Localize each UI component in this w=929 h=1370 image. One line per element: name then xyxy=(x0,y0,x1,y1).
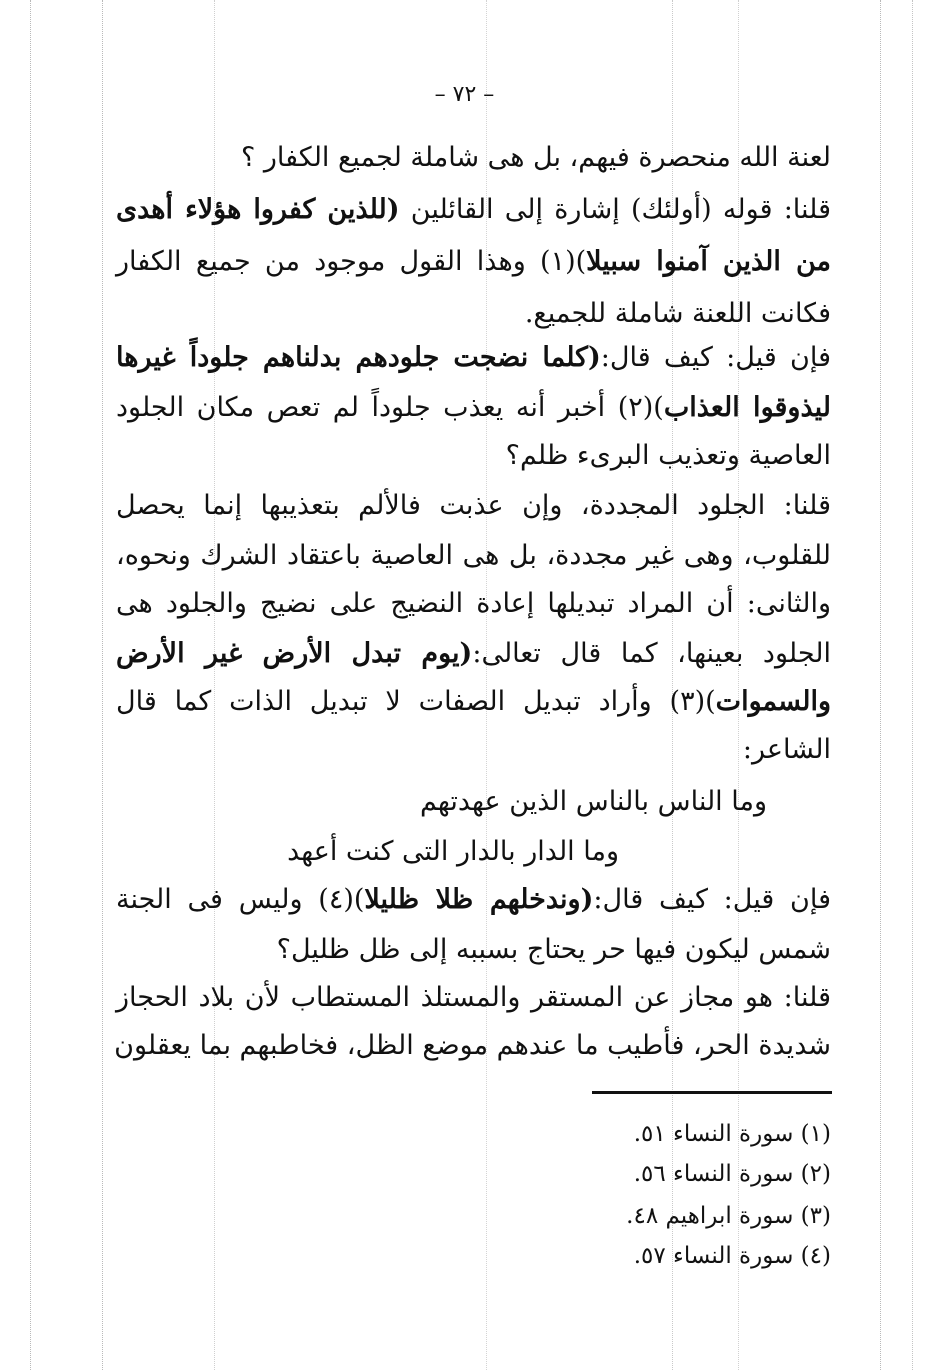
quran-quote: (كلما نضجت جلودهم بدلناهم جلوداً غيرها xyxy=(116,342,601,373)
text-part: قلنا: هو مجاز عن المستقر والمستلذ المستطاب لأن بلاد الحجاز xyxy=(116,982,831,1013)
text-part: )(١) وهذا القول موجود من جميع الكفار xyxy=(116,246,587,277)
text-line-8 xyxy=(116,488,831,524)
scan-artifact-line xyxy=(30,0,31,1370)
text-line-11 xyxy=(116,636,831,672)
footnote-3: (٣) سورة ابراهيم ٤٨. xyxy=(626,1203,831,1229)
footnote-divider xyxy=(592,1091,832,1094)
text-line-1 xyxy=(116,140,831,176)
scan-artifact-line xyxy=(912,0,913,1370)
footnote-1: (١) سورة النساء ٥١. xyxy=(633,1121,831,1147)
footnote-2: (٢) سورة النساء ٥٦. xyxy=(633,1161,831,1187)
quran-quote: والسموات xyxy=(715,686,831,717)
text-part: فإن قيل: كيف قال: xyxy=(593,884,831,915)
quran-quote: ليذوقوا العذاب xyxy=(663,392,832,423)
text-part: والثانى: أن المراد تبديلها إعادة النضيج على نضيج والجلود هى xyxy=(116,588,831,619)
text-part: )(٢) أخبر أنه يعذب جلوداً لم تعص مكان الجلود xyxy=(116,392,664,423)
text-line-12 xyxy=(116,684,831,720)
text-part: )(٤) وليس فى الجنة xyxy=(116,884,365,915)
text-part: للقلوب، وهى غير مجددة، بل هى العاصية باعتقاد الشرك ونحوه، xyxy=(116,540,831,571)
page-number: – ٧٢ – xyxy=(434,82,495,107)
text-part: الشاعر: xyxy=(742,734,831,765)
text-line-13 xyxy=(116,732,831,768)
text-line-16 xyxy=(116,980,831,1016)
text-part: العاصية وتعذيب البرىء ظلم؟ xyxy=(505,440,831,471)
text-line-7 xyxy=(116,438,831,474)
quran-quote: من الذين آمنوا سبيلا xyxy=(586,246,831,277)
verse-line-2: وما الدار بالدار التى كنت أعهد xyxy=(287,836,619,867)
text-line-6 xyxy=(116,390,831,426)
scan-artifact-line xyxy=(102,0,103,1370)
quran-quote: (وندخلهم ظلا ظليلا xyxy=(364,884,594,915)
text-part: شديدة الحر، فأطيب ما عندهم موضع الظل، فخاطبهم بما يعقلون xyxy=(114,1030,831,1061)
text-part: فإن قيل: كيف قال: xyxy=(600,342,831,373)
text-part: الجلود بعينها، كما قال تعالى: xyxy=(472,638,831,669)
text-part: شمس ليكون فيها حر يحتاج بسببه إلى ظل ظليل؟ xyxy=(276,934,831,965)
text-part: )(٣) وأراد تبديل الصفات لا تبديل الذات كما قال xyxy=(116,686,716,717)
verse-line-1: وما الناس بالناس الذين عهدتهم xyxy=(419,786,767,817)
text-line-15 xyxy=(116,932,831,968)
text-line-9 xyxy=(116,538,831,574)
footnote-4: (٤) سورة النساء ٥٧. xyxy=(633,1243,831,1269)
text-line-14 xyxy=(116,882,831,918)
text-line-5 xyxy=(116,340,831,376)
text-part: قلنا: قوله (أولئك) إشارة إلى القائلين xyxy=(399,194,832,225)
text-line-2 xyxy=(116,192,831,228)
text-line-4 xyxy=(116,296,831,332)
text-line-17 xyxy=(116,1028,831,1064)
quran-quote: (يوم تبدل الأرض غير الأرض xyxy=(116,638,473,669)
scan-artifact-line xyxy=(880,0,881,1370)
text-line-10 xyxy=(116,586,831,622)
text-part: فكانت اللعنة شاملة للجميع. xyxy=(524,298,831,329)
text-part: لعنة الله منحصرة فيهم، بل هى شاملة لجميع الكفار ؟ xyxy=(240,142,831,173)
text-part: قلنا: الجلود المجددة، وإن عذبت فالألم بتعذيبها إنما يحصل xyxy=(116,490,831,521)
text-line-3 xyxy=(116,244,831,280)
quran-quote: (للذين كفروا هؤلاء أهدى xyxy=(116,194,400,225)
